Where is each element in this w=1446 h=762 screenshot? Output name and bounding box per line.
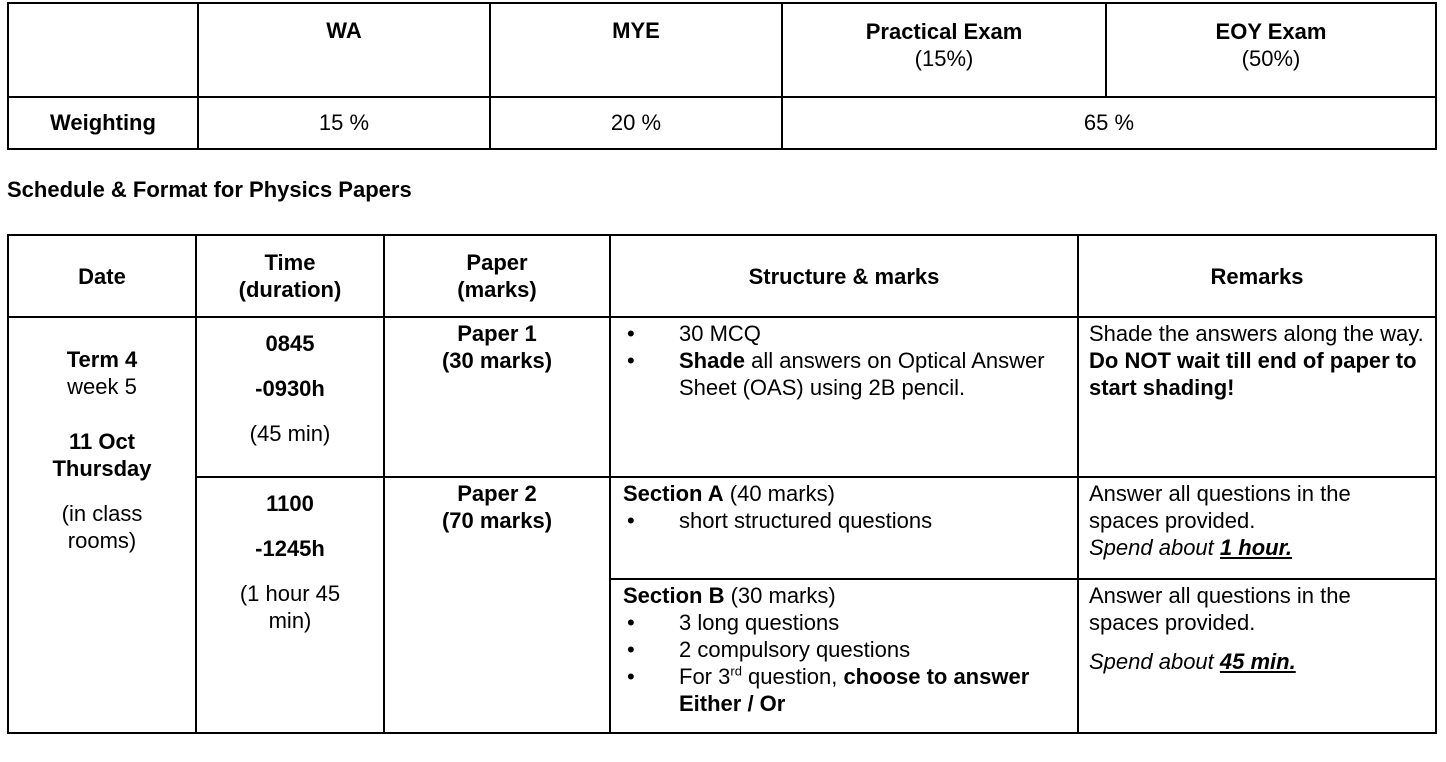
paper1-bullet1-text: 30 MCQ (679, 321, 761, 346)
weighting-wa-value: 15 % (198, 97, 490, 149)
header-structure: Structure & marks (610, 235, 1078, 317)
paper1-structure-cell (610, 317, 1078, 477)
paper1-duration: (45 min) (249, 421, 331, 446)
paper2-marks: (70 marks) (441, 508, 553, 533)
header-practical (782, 3, 1106, 97)
header-date: Date (8, 235, 196, 317)
header-time (196, 235, 384, 317)
paper1-time-end: -0930h (255, 376, 325, 401)
section-a-list (623, 507, 1065, 534)
list-item (623, 663, 1065, 717)
paper1-time-cell (196, 317, 384, 477)
date-term: Term 4 (66, 347, 138, 372)
section-b-title: Section B (623, 583, 725, 608)
section-a-marks: (40 marks) (723, 481, 835, 506)
header-eoy-percent: (50%) (1241, 46, 1301, 71)
paper2-time-end: -1245h (255, 536, 325, 561)
header-eoy-label: EOY Exam (1215, 19, 1327, 44)
date-day: 11 Oct (68, 429, 136, 454)
paper2-duration-line1: (1 hour 45 (239, 581, 341, 606)
date-weekday: Thursday (52, 456, 152, 481)
paper2-cell (384, 477, 610, 733)
paper1-row (8, 317, 1436, 477)
date-venue-line1: (in class (61, 501, 143, 526)
section-a-bullet1-text: short structured questions (679, 508, 933, 533)
bullet-icon: • (627, 508, 635, 533)
section-b-bullet1-text: 3 long questions (679, 610, 840, 635)
list-item (623, 609, 1065, 636)
header-wa-label: WA (326, 18, 362, 43)
section-heading: Schedule & Format for Physics Papers (7, 177, 412, 202)
paper1-remarks-bold: Do NOT wait till end of paper to start shading! (1089, 348, 1417, 400)
weighting-table (7, 2, 1437, 150)
section-b-bullet3-sup: rd (730, 663, 742, 679)
paper1-name: Paper 1 (457, 321, 537, 346)
paper1-marks: (30 marks) (441, 348, 553, 373)
section-a-remarks-text: Answer all questions in the spaces provided. (1089, 481, 1351, 533)
paper1-bullet2-text: all answers on Optical Answer Sheet (OAS) using 2B pencil. (679, 348, 1045, 400)
section-b-spend-prefix: Spend about (1089, 649, 1220, 674)
header-time-line2: (duration) (238, 277, 342, 302)
weighting-combined-value: 65 % (782, 97, 1436, 149)
list-item (623, 636, 1065, 663)
section-a-structure-cell (610, 477, 1078, 579)
paper1-cell (384, 317, 610, 477)
paper1-structure-list (623, 320, 1065, 401)
paper1-bullet2-bold: Shade (679, 348, 746, 373)
section-a-spend-prefix: Spend about (1089, 535, 1220, 560)
section-a-spend-value: 1 hour. (1219, 535, 1293, 560)
header-remarks: Remarks (1078, 235, 1436, 317)
section-b-bullet3-prefix: For 3 (679, 664, 731, 689)
list-item (623, 320, 1065, 347)
bullet-icon: • (627, 348, 635, 373)
weighting-row-label: Weighting (8, 97, 198, 149)
paper2-name: Paper 2 (457, 481, 537, 506)
weighting-header-row (8, 3, 1436, 97)
section-b-bullet3-bold: choose to answer Either / Or (679, 664, 1030, 716)
bullet-icon: • (627, 321, 635, 346)
paper1-remarks-cell (1078, 317, 1436, 477)
paper2-duration-line2: min) (268, 608, 312, 633)
weighting-row (8, 97, 1436, 149)
bullet-icon: • (627, 637, 635, 662)
section-a-title: Section A (623, 481, 724, 506)
bullet-icon: • (627, 664, 635, 689)
section-b-bullet2-text: 2 compulsory questions (679, 637, 911, 662)
paper1-remarks-text: Shade the answers along the way. (1089, 321, 1424, 346)
header-paper (384, 235, 610, 317)
header-time-line1: Time (264, 250, 316, 275)
schedule-header-row (8, 235, 1436, 317)
header-practical-label: Practical Exam (865, 19, 1023, 44)
date-cell (8, 317, 196, 733)
list-item (623, 347, 1065, 401)
list-item (623, 507, 1065, 534)
header-mye (490, 3, 782, 97)
section-b-remarks-cell (1078, 579, 1436, 733)
paper1-time-start: 0845 (265, 331, 315, 356)
section-b-spend-value: 45 min. (1219, 649, 1296, 674)
header-practical-percent: (15%) (914, 46, 974, 71)
header-paper-line1: Paper (466, 250, 528, 275)
section-a-remarks-cell (1078, 477, 1436, 579)
header-paper-line2: (marks) (457, 277, 537, 302)
schedule-table (7, 234, 1437, 734)
header-eoy (1106, 3, 1436, 97)
section-b-structure-cell (610, 579, 1078, 733)
weighting-empty-cell (8, 3, 198, 97)
weighting-mye-value: 20 % (490, 97, 782, 149)
section-b-remarks-text: Answer all questions in the spaces provided. (1089, 583, 1351, 635)
paper2-time-start: 1100 (266, 491, 314, 516)
paper2-time-cell (196, 477, 384, 733)
section-b-list (623, 609, 1065, 717)
section-b-marks: (30 marks) (724, 583, 836, 608)
date-venue-line2: rooms) (67, 528, 137, 553)
section-b-bullet3-mid: question, (741, 664, 844, 689)
paper2-section-a-row (8, 477, 1436, 579)
bullet-icon: • (627, 610, 635, 635)
header-wa (198, 3, 490, 97)
header-mye-label: MYE (612, 18, 660, 43)
date-week: week 5 (67, 374, 137, 399)
